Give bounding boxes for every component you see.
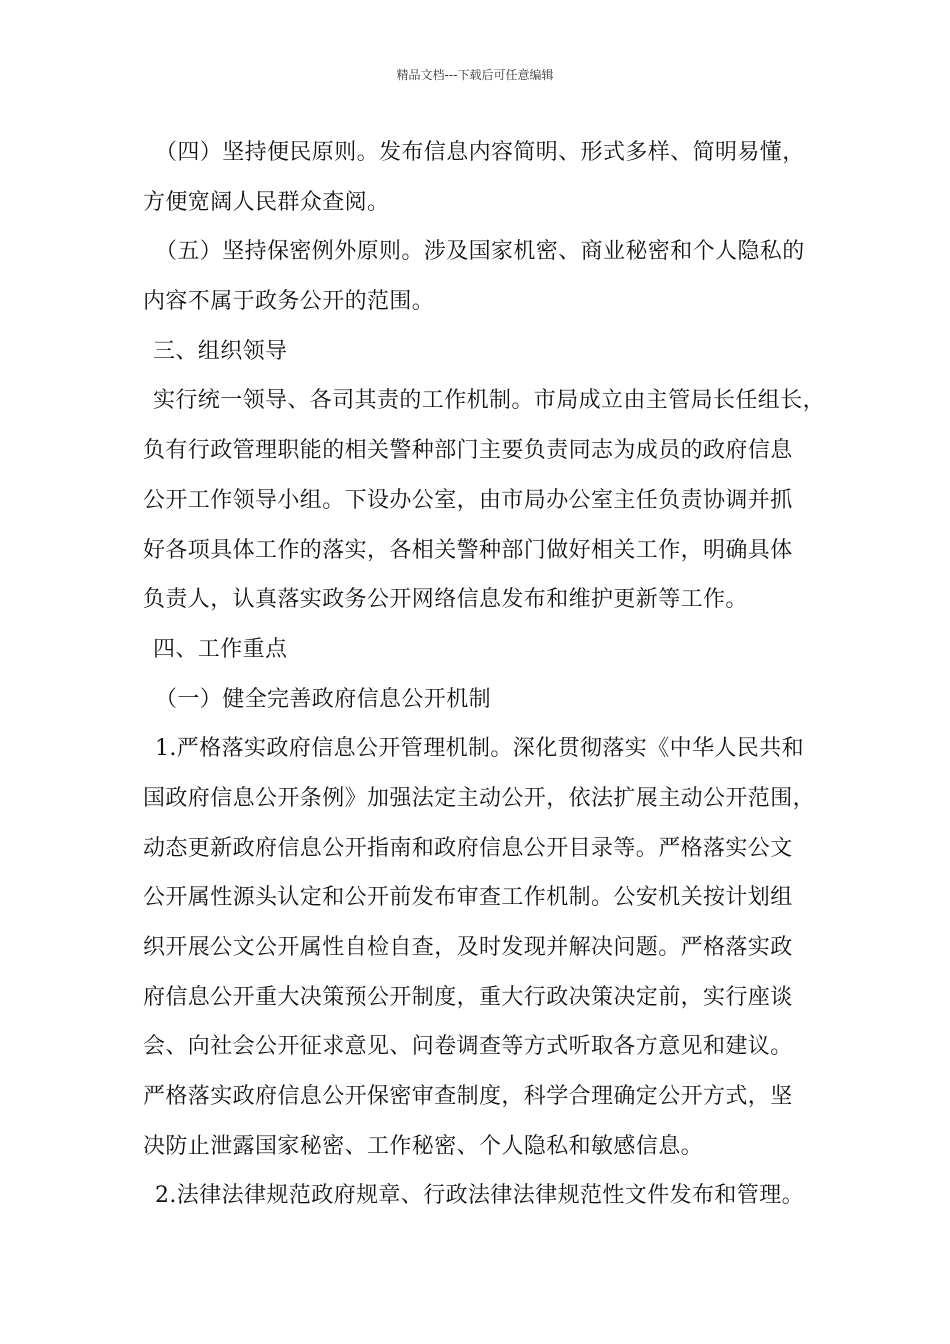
- paragraph-line: 好各项具体工作的落实，各相关警种部门做好相关工作，明确具体: [143, 537, 793, 563]
- subsection-heading: （一）健全完善政府信息公开机制: [155, 686, 492, 712]
- paragraph-line: 会、向社会公开征求意见、问卷调查等方式听取各方意见和建议。: [143, 1034, 793, 1060]
- paragraph-line: 公开工作领导小组。下设办公室，由市局办公室主任负责协调并抓: [143, 487, 793, 513]
- paragraph-line: 内容不属于政务公开的范围。: [143, 289, 435, 315]
- paragraph-line: 公开属性源头认定和公开前发布审查工作机制。公安机关按计划组: [143, 885, 793, 911]
- paragraph-line: 决防止泄露国家秘密、工作秘密、个人隐私和敏感信息。: [143, 1133, 704, 1159]
- paragraph-line: 负责人，认真落实政务公开网络信息发布和维护更新等工作。: [143, 587, 748, 613]
- paragraph-line: 2.法律法律规范政府规章、行政法律法律规范性文件发布和管理。: [155, 1183, 804, 1209]
- paragraph-line: 织开展公文公开属性自检自查，及时发现并解决问题。严格落实政: [143, 935, 793, 960]
- paragraph-line: 国政府信息公开条例》加强法定主动公开，依法扩展主动公开范围，: [143, 785, 816, 811]
- paragraph-line: （四）坚持便民原则。发布信息内容简明、形式多样、简明易懂，: [155, 140, 805, 165]
- paragraph-line: 动态更新政府信息公开指南和政府信息公开目录等。严格落实公文: [143, 835, 793, 861]
- paragraph-line: 严格落实政府信息公开保密审查制度，科学合理确定公开方式，坚: [143, 1084, 793, 1110]
- paragraph-line: 府信息公开重大决策预公开制度，重大行政决策决定前，实行座谈: [143, 984, 793, 1010]
- section-heading: 三、组织领导: [153, 338, 288, 364]
- paragraph-line: 负有行政管理职能的相关警种部门主要负责同志为成员的政府信息: [143, 438, 793, 464]
- page-header: 精品文档---下载后可任意编辑: [396, 68, 554, 82]
- document-body: [143, 128, 826, 1221]
- paragraph-line: 方便宽阔人民群众查阅。: [143, 189, 390, 215]
- section-heading: 四、工作重点: [153, 636, 288, 662]
- paragraph-line: （五）坚持保密例外原则。涉及国家机密、商业秘密和个人隐私的: [155, 239, 805, 265]
- paragraph-line: 1.严格落实政府信息公开管理机制。深化贯彻落实《中华人民共和: [155, 736, 804, 762]
- paragraph-line: 实行统一领导、各司其责的工作机制。市局成立由主管局长任组长，: [153, 388, 826, 414]
